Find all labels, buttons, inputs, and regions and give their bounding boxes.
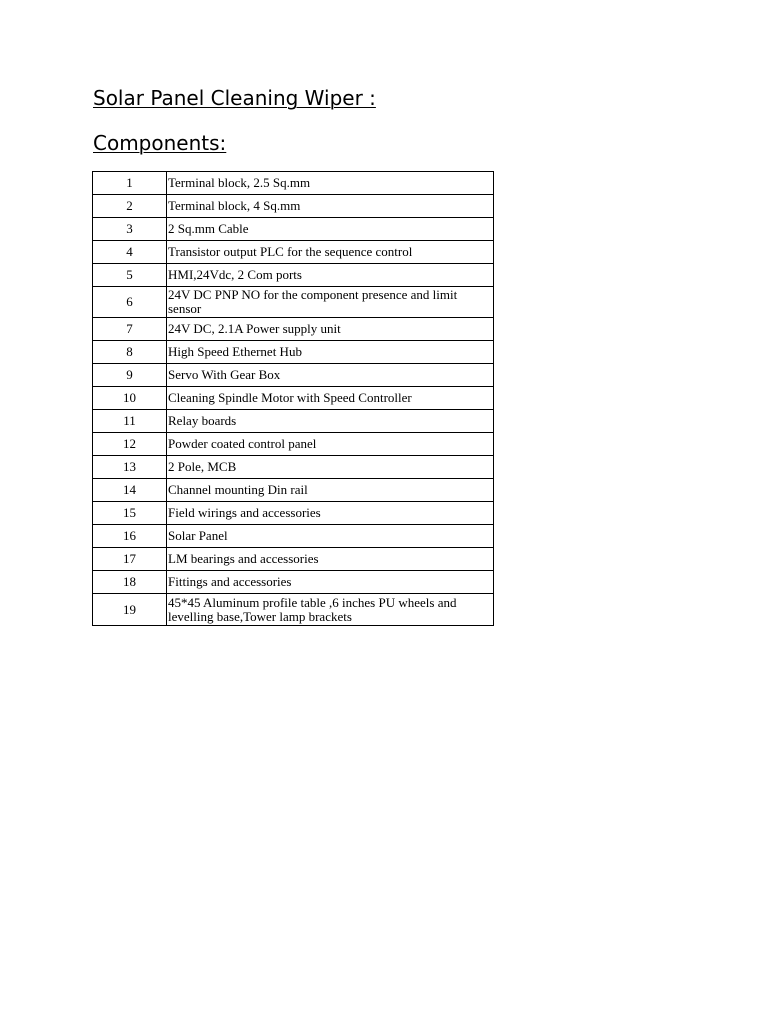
item-description: Servo With Gear Box <box>167 364 494 387</box>
item-description: Transistor output PLC for the sequence control <box>167 241 494 264</box>
item-number: 4 <box>93 241 167 264</box>
table-row <box>93 241 494 264</box>
table-row <box>93 479 494 502</box>
item-number: 1 <box>93 172 167 195</box>
item-description: 24V DC, 2.1A Power supply unit <box>167 318 494 341</box>
item-number: 17 <box>93 548 167 571</box>
item-number: 2 <box>93 195 167 218</box>
item-description: Field wirings and accessories <box>167 502 494 525</box>
item-number: 13 <box>93 456 167 479</box>
item-number: 11 <box>93 410 167 433</box>
item-description: Channel mounting Din rail <box>167 479 494 502</box>
table-row <box>93 387 494 410</box>
section-heading-components: Components: <box>93 131 227 155</box>
item-number: 8 <box>93 341 167 364</box>
table-row <box>93 433 494 456</box>
table-row <box>93 195 494 218</box>
item-number: 15 <box>93 502 167 525</box>
table-row <box>93 318 494 341</box>
table-row <box>93 456 494 479</box>
table-row <box>93 264 494 287</box>
item-description: High Speed Ethernet Hub <box>167 341 494 364</box>
item-number: 3 <box>93 218 167 241</box>
table-row <box>93 502 494 525</box>
table-row <box>93 571 494 594</box>
table-row <box>93 341 494 364</box>
item-number: 18 <box>93 571 167 594</box>
item-description: Cleaning Spindle Motor with Speed Controller <box>167 387 494 410</box>
table-row <box>93 364 494 387</box>
item-number: 12 <box>93 433 167 456</box>
item-description: LM bearings and accessories <box>167 548 494 571</box>
table-row <box>93 287 494 318</box>
components-table <box>92 171 494 626</box>
item-description: HMI,24Vdc, 2 Com ports <box>167 264 494 287</box>
item-number: 9 <box>93 364 167 387</box>
item-description: Solar Panel <box>167 525 494 548</box>
item-description: Powder coated control panel <box>167 433 494 456</box>
item-description: 24V DC PNP NO for the component presence and limit sensor <box>167 287 494 318</box>
item-number: 14 <box>93 479 167 502</box>
item-description: 45*45 Aluminum profile table ,6 inches PU wheels and levelling base,Tower lamp brackets <box>167 594 494 626</box>
item-description: Fittings and accessories <box>167 571 494 594</box>
item-number: 5 <box>93 264 167 287</box>
table-row <box>93 594 494 626</box>
item-number: 19 <box>93 594 167 626</box>
item-description: Terminal block, 4 Sq.mm <box>167 195 494 218</box>
table-row <box>93 410 494 433</box>
item-description: 2 Pole, MCB <box>167 456 494 479</box>
table-row <box>93 218 494 241</box>
item-number: 7 <box>93 318 167 341</box>
table-row <box>93 548 494 571</box>
item-number: 6 <box>93 287 167 318</box>
table-row <box>93 172 494 195</box>
item-number: 16 <box>93 525 167 548</box>
document-title: Solar Panel Cleaning Wiper : <box>93 86 376 110</box>
item-description: Relay boards <box>167 410 494 433</box>
item-description: 2 Sq.mm Cable <box>167 218 494 241</box>
item-number: 10 <box>93 387 167 410</box>
table-row <box>93 525 494 548</box>
item-description: Terminal block, 2.5 Sq.mm <box>167 172 494 195</box>
